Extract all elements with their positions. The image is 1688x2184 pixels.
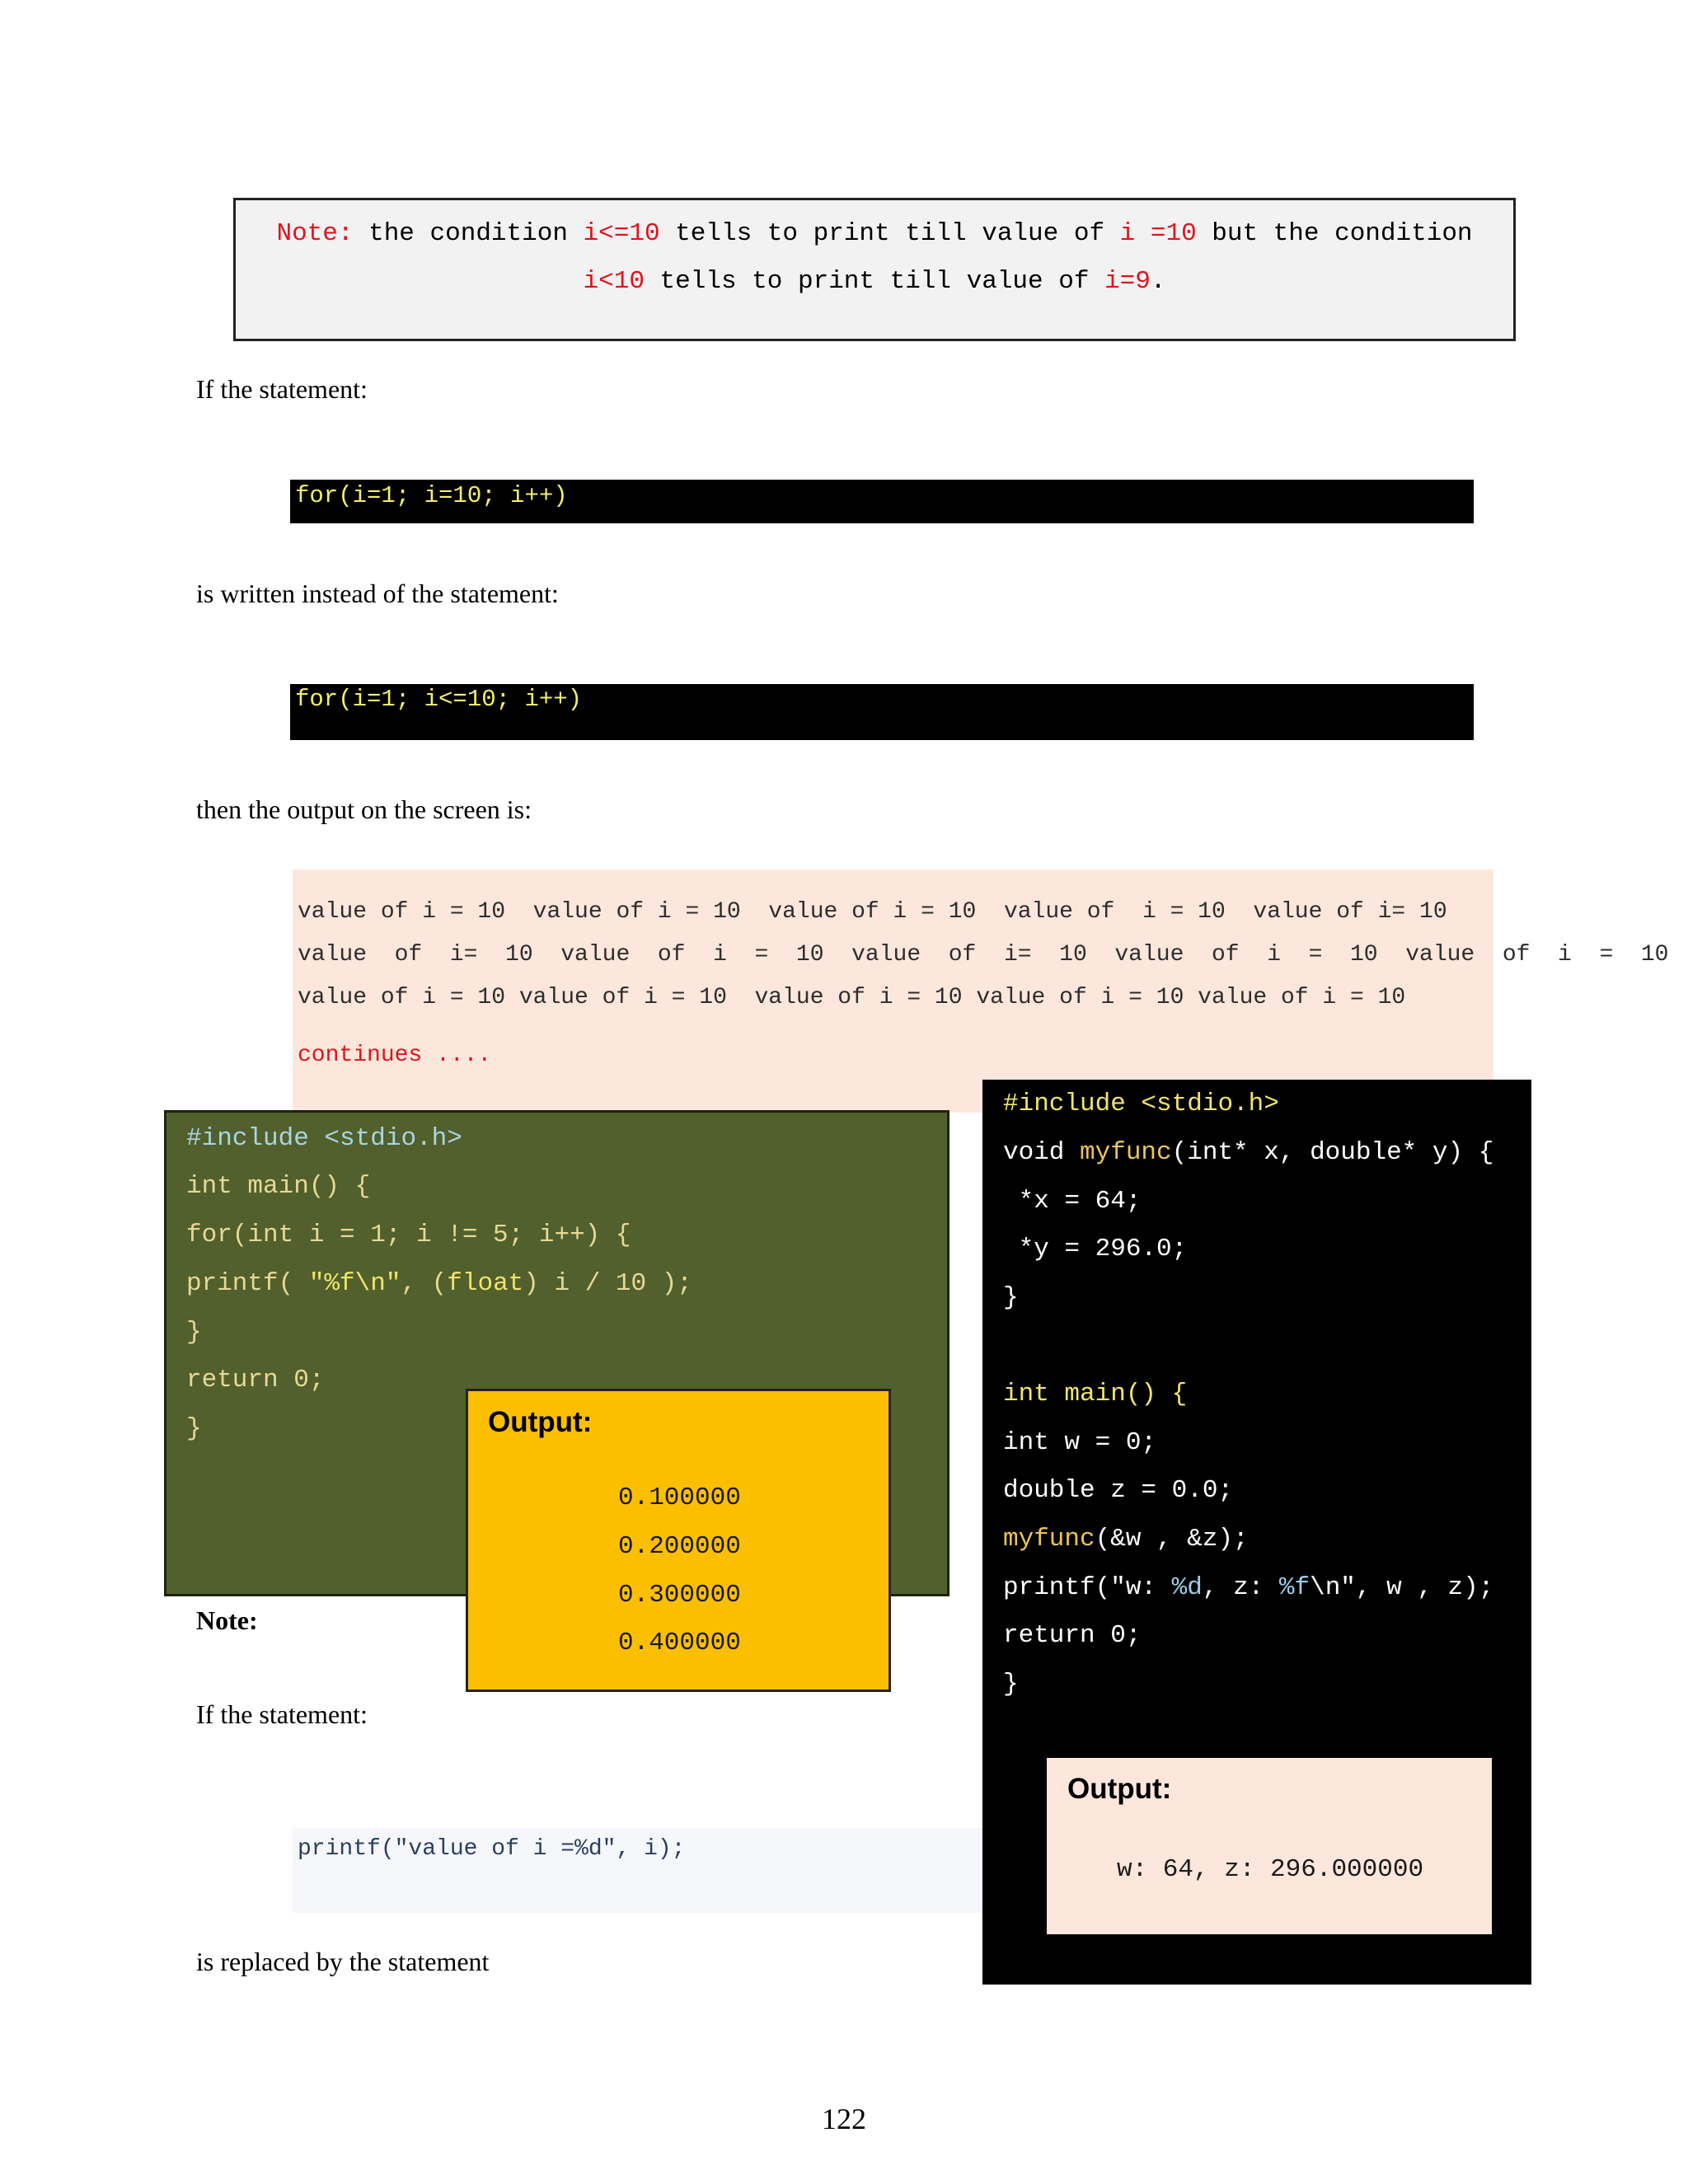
written-instead-text: is written instead of the statement: <box>196 579 559 608</box>
output-title: Output: <box>1067 1773 1172 1805</box>
note-code: i<=10 <box>583 219 660 248</box>
code-string: "%f\n" <box>308 1269 401 1298</box>
output-value: 0.200000 <box>618 1532 741 1561</box>
note-label-bold: Note: <box>196 1605 258 1635</box>
output-line: value of i= 10 value of i = 10 value of i= 10 value of i = 10 value of i = 10 <box>298 942 1669 968</box>
code-format: %d <box>1171 1573 1203 1602</box>
code-return: return 0; <box>186 1366 325 1394</box>
printf-code: printf("value of i =%d", i); <box>298 1836 686 1862</box>
code-close-brace: } <box>1003 1670 1019 1699</box>
code-token: void <box>1003 1138 1081 1167</box>
if-statement-text-2: If the statement: <box>196 1699 368 1729</box>
output-block <box>293 869 1669 1113</box>
code-double-z: double z = 0.0; <box>1003 1476 1234 1505</box>
output-line: value of i = 10 value of i = 10 value of i = 10 value of i = 10 value of i = 10 <box>298 985 1406 1010</box>
code-token: \n", w , z); <box>1310 1573 1494 1602</box>
code-for-right: for(i=1; i<=10; i++) <box>290 684 1474 740</box>
if-statement-text: If the statement: <box>196 374 368 404</box>
output-continues: continues .... <box>298 1043 492 1068</box>
note-text: the condition <box>368 219 584 248</box>
code-return: return 0; <box>1003 1621 1142 1650</box>
code-y-assign: *y = 296.0; <box>1003 1235 1188 1263</box>
code-close-brace: } <box>186 1414 202 1443</box>
note-line-1 <box>236 210 1513 258</box>
code-token: printf("w: <box>1003 1573 1172 1602</box>
code-for-wrong: for(i=1; i=10; i++) <box>290 480 1474 523</box>
code-close-brace: } <box>1003 1283 1019 1312</box>
note-label: Note: <box>276 219 369 248</box>
code-printf <box>186 1269 692 1298</box>
code-token: , ( <box>401 1269 448 1298</box>
code-keyword: float <box>447 1269 524 1298</box>
note-code: i=9 <box>1104 267 1151 296</box>
note-text: tells to print till value of <box>644 267 1105 296</box>
then-output-text: then the output on the screen is: <box>196 794 532 824</box>
output-title: Output: <box>488 1406 593 1438</box>
code-token: , z: <box>1202 1573 1279 1602</box>
code-for: for(int i = 1; i != 5; i++) { <box>186 1221 631 1249</box>
code-main: int main() { <box>1003 1380 1188 1408</box>
note-code: i<10 <box>583 267 645 296</box>
code-close-brace: } <box>186 1318 202 1347</box>
replaced-by-text: is replaced by the statement <box>196 1947 490 1976</box>
output-value: w: 64, z: 296.000000 <box>1117 1855 1424 1884</box>
code-token: ) i / 10 ); <box>523 1269 692 1298</box>
page-number: 122 <box>822 2102 866 2135</box>
note-text: . <box>1150 267 1166 296</box>
note-box <box>233 198 1516 341</box>
code-x-assign: *x = 64; <box>1003 1187 1142 1216</box>
note-code: i =10 <box>1119 219 1197 248</box>
output-value: 0.300000 <box>618 1581 741 1610</box>
note-text: but the condition <box>1196 219 1473 248</box>
note-text: tells to print till value of <box>659 219 1120 248</box>
code-func-name: myfunc <box>1080 1138 1172 1167</box>
printf-code-block <box>293 1828 982 1913</box>
code-format: %f <box>1278 1573 1311 1602</box>
code-func-def <box>1003 1138 1493 1167</box>
peach-output-box <box>1047 1758 1492 1934</box>
code-int-w: int w = 0; <box>1003 1428 1157 1457</box>
code-include: #include <stdio.h> <box>1003 1090 1279 1118</box>
code-include: #include <stdio.h> <box>186 1124 462 1153</box>
code-main: int main() { <box>186 1172 371 1201</box>
output-value: 0.400000 <box>618 1629 741 1657</box>
note-line-2 <box>236 258 1513 306</box>
code-token: (int* x, double* y) { <box>1171 1138 1494 1167</box>
code-call <box>1003 1525 1249 1554</box>
yellow-output-box <box>466 1389 891 1692</box>
code-token: printf( <box>186 1269 309 1298</box>
code-printf <box>1003 1573 1493 1602</box>
output-line: value of i = 10 value of i = 10 value of i = 10 value of i = 10 value of i= 10 <box>298 899 1447 925</box>
code-token: (&w , &z); <box>1095 1525 1249 1554</box>
code-func-name: myfunc <box>1003 1525 1095 1554</box>
output-value: 0.100000 <box>618 1483 741 1512</box>
